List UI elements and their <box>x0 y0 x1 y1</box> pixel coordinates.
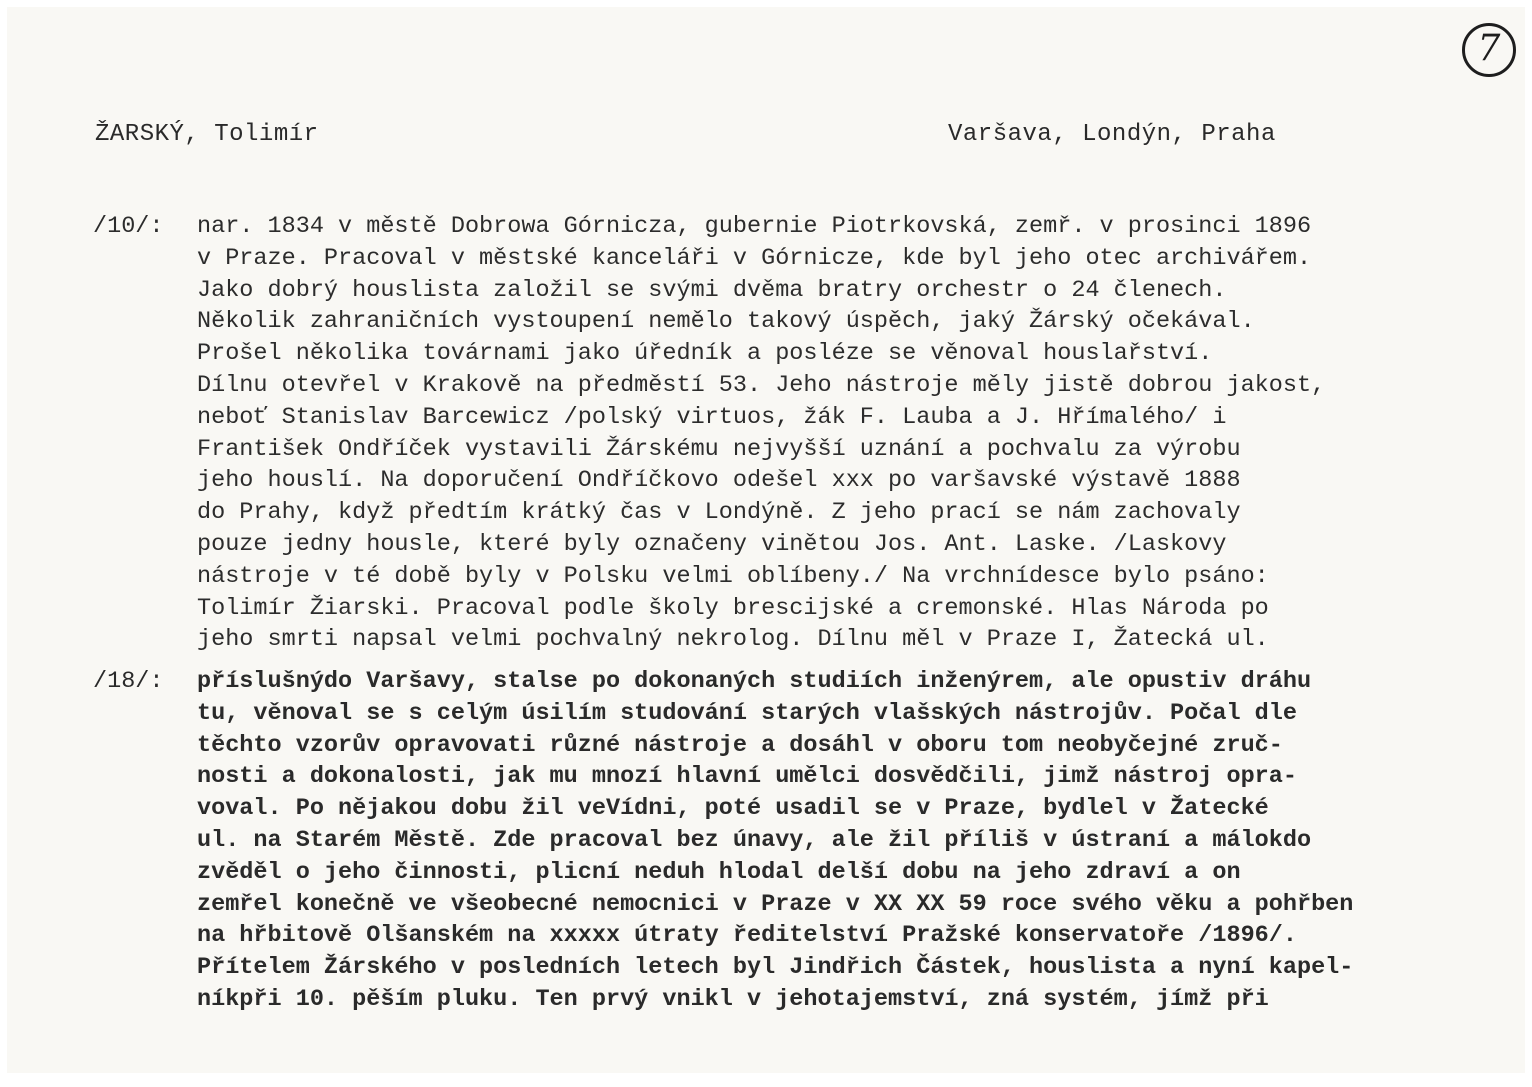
text-line: zvěděl o jeho činnosti, plicní neduh hlodal delší dobu na jeho zdraví a on <box>197 858 1241 886</box>
entry-text <box>197 211 1513 656</box>
text-line: Přítelem Žárského v posledních letech byl Jindřich Částek, houslista a nyní kapel- <box>197 954 1354 982</box>
text-line: jeho smrti napsal velmi pochvalný nekrolog. Dílnu měl v Praze I, Žatecká ul. <box>197 626 1269 654</box>
text-line: Prošel několika továrnami jako úředník a posléze se věnoval houslařství. <box>197 340 1213 368</box>
text-line: příslušnýdo Varšavy, stalse po dokonaných studiích inženýrem, ale opustiv dráhu <box>197 668 1312 695</box>
text-line: do Prahy, když předtím krátký čas v Londýně. Z jeho prací se nám zachovaly <box>197 499 1241 527</box>
text-line: jeho houslí. Na doporučení Ondříčkovo odešel xxx po varšavské výstavě 1888 <box>197 467 1241 495</box>
text-line: nástroje v té době byly v Polsku velmi oblíbeny./ Na vrchnídesce bylo psáno: <box>197 562 1269 590</box>
entry-18 <box>93 666 1513 1016</box>
text-line: zemřel konečně ve všeobecné nemocnici v Praze v XX XX 59 roce svého věku a pohřben <box>197 890 1354 918</box>
text-line: tu, věnoval se s celým úsilím studování starých vlašských nástrojův. Počal dle <box>197 699 1297 727</box>
text-line: Dílnu otevřel v Krakově na předměstí 53. Jeho nástroje měly jistě dobrou jakost, <box>197 371 1326 399</box>
text-line: neboť Stanislav Barcewicz /polský virtuos, žák F. Lauba a J. Hřímalého/ i <box>197 403 1227 431</box>
text-line: v Praze. Pracoval v městské kanceláři v Górnicze, kde byl jeho otec archivářem. <box>197 244 1312 272</box>
header-places: Varšava, Londýn, Praha <box>948 121 1276 148</box>
entry-text <box>197 666 1513 1016</box>
text-line: těchto vzorův opravovati různé nástroje a dosáhl v oboru tom neobyčejné zruč- <box>197 731 1283 759</box>
entry-reference: /18/: <box>93 668 164 695</box>
text-line: níkpři 10. pěším pluku. Ten prvý vnikl v jehotajemství, zná systém, jímž při <box>197 985 1269 1013</box>
text-line: Jako dobrý houslista založil se svými dvěma bratry orchestr o 24 členech. <box>197 276 1227 304</box>
header-name: ŽARSKÝ, Tolimír <box>95 121 319 148</box>
entry-10 <box>93 211 1513 656</box>
circled-page-number: 7 <box>1462 23 1516 77</box>
text-line: pouze jedny housle, které byly označeny vinětou Jos. Ant. Laske. /Laskovy <box>197 530 1227 558</box>
document-page <box>7 7 1525 1073</box>
text-line: voval. Po nějakou dobu žil veVídni, poté usadil se v Praze, bydlel v Žatecké <box>197 795 1269 823</box>
text-line: nosti a dokonalosti, jak mu mnozí hlavní umělci dosvědčili, jimž nástroj opra- <box>197 763 1297 791</box>
text-line: na hřbitově Olšanském na xxxxx útraty ředitelství Pražské konservatoře /1896/. <box>197 922 1297 950</box>
entry-reference: /10/: <box>93 213 164 240</box>
text-line: Několik zahraničních vystoupení nemělo takový úspěch, jaký Žárský očekával. <box>197 308 1255 336</box>
text-line: František Ondříček vystavili Žárskému nejvyšší uznání a pochvalu za výrobu <box>197 435 1241 463</box>
text-line: ul. na Starém Městě. Zde pracoval bez únavy, ale žil příliš v ústraní a málokdo <box>197 826 1312 854</box>
text-line: Tolimír Žiarski. Pracoval podle školy brescijské a cremonské. Hlas Národa po <box>197 594 1269 622</box>
text-line: nar. 1834 v městě Dobrowa Górnicza, gubernie Piotrkovská, zemř. v prosinci 1896 <box>197 213 1312 240</box>
